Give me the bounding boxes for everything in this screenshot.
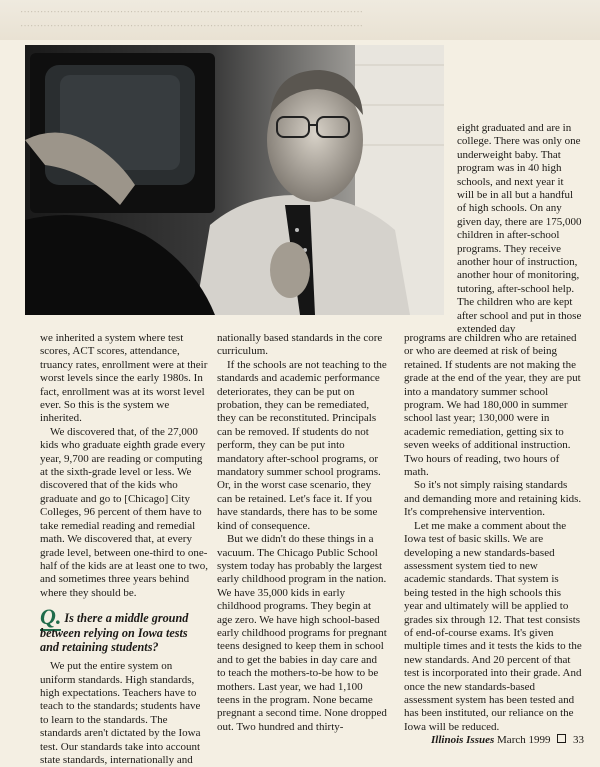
page-number: 33 — [573, 734, 584, 746]
body-paragraph: But we didn't do these things in a vacuum. The Chicago Public School system today has probably the largest early childhood program in the nation. We have 35,000 kids in early childhood programs. They begin at age zero. We have high school-based early childhood programs for pregnant teens designed to keep them in school and to get the babies in day care and to teach the mothers-to-be how to be mothers. Last year, we had 1,100 teens in the program. None became pregnant a second time. None dropped out. Two hundred and thirty- — [217, 533, 387, 733]
facing-page-bleed: ······································································································· ······································································································· — [0, 0, 600, 40]
box-glyph-icon — [557, 734, 566, 743]
question-text: Is there a middle ground between relying on Iowa tests and retaining students? — [40, 611, 189, 655]
article-photo — [25, 45, 444, 315]
page-footer — [431, 734, 584, 746]
body-paragraph: Let me make a comment about the Iowa test of basic skills. We are developing a new standards-based assessment system tied to new academic standards. That system is being tested in the high schools this year and ultimately will be applied to grades six through 12. That test consists of end-of-course exams. It's given multiple times and it tests the kids to the new standards. And 20 percent of that test is incorporated into their grade. And once the new standards-based assessment system has been tested and has been instituted, our reliance on the Iowa will be reduced. — [404, 519, 582, 733]
body-paragraph: We discovered that, of the 27,000 kids who graduate eighth grade every year, 9,700 are reading or computing at the sixth-grade level or less. We discovered that of the kids who graduate and go to [Chicago] City Colleges, 96 percent of them have to take remedial reading and remedial math. We discovered that, at every grade level, between one-third to one-half of the kids are at least one to two, and sometimes three years behind where they should be. — [40, 425, 209, 599]
column-3 — [404, 332, 582, 734]
column-3-top — [457, 122, 582, 337]
question-heading — [40, 604, 208, 655]
body-paragraph: We put the entire system on uniform standards. High standards, high expectations. Teachers have to teach to the standards; students have to learn to the standards. The standards aren't dictated by the Iowa test. Our standards take into account state standards, internationally and — [40, 660, 201, 766]
question-mark-label: Q. — [40, 604, 62, 630]
column-2 — [217, 332, 387, 734]
body-paragraph: If the schools are not teaching to the standards and academic performance deteriorates, they can be put on probation, they can be remediated, they can be reconstituted. Principals can be removed. If students do not perform, they can be put into mandatory after-school programs, or mandatory summer school programs. Or, in the worst case scenario, they can be retained. Let's face it. If you have standards, there has to be some kind of consequence. — [217, 358, 387, 532]
body-paragraph: eight graduated and are in college. There was only one underweight baby. That program was in 40 high schools, and next year it will be in all but a handful of high schools. On any given day, there are 175,000 children in after-school programs. They receive another hour of instruction, another hour of monitoring, tutoring, after-school help. The children who are kept after school and put in those extended day — [457, 122, 582, 336]
column-1 — [40, 332, 208, 767]
issue-date: March 1999 — [497, 734, 551, 746]
body-paragraph: So it's not simply raising standards and demanding more and retaining kids. It's comprehensive intervention. — [404, 479, 582, 519]
body-paragraph: nationally based standards in the core curriculum. — [217, 332, 383, 358]
photo-illustration — [25, 45, 444, 315]
magazine-name: Illinois Issues — [431, 734, 495, 746]
body-paragraph: programs are children who are retained or who are deemed at risk of being retained. If students are not making the grade at the end of the year, they are put into a mandatory summer school program. We had 180,000 in summer school last year; 130,000 were in academic remediation, getting six to seven weeks of additional instruction. Two hours of reading, two hours of math. — [404, 332, 581, 479]
body-paragraph: we inherited a system where test scores, ACT scores, attendance, truancy rates, enrollment were at their worst levels since the early 1980s. In fact, enrollment was at its worst level ever. So this is the system we inherited. — [40, 332, 208, 425]
